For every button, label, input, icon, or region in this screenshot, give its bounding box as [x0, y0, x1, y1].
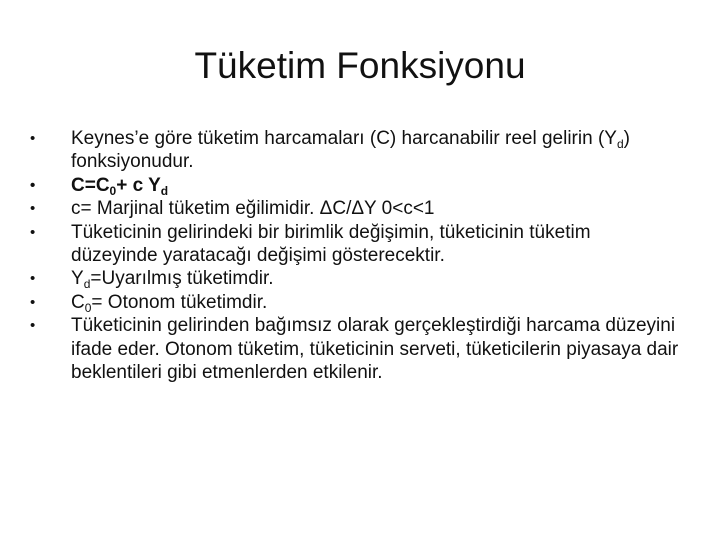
bullet-text: Tüketicinin gelirinden bağımsız olarak gerçekleştirdiği harcama düzeyini ifade eder. Otonom tüketim, tüketicinin serveti, tüketicilerin piyasaya dair beklentileri gibi etmenlerden etkilenir. [71, 315, 679, 384]
bullet-marker: • [30, 293, 36, 311]
bullet-text: =Uyarılmış tüketimdir. [90, 268, 274, 290]
bullet-item [30, 197, 680, 220]
bullet-marker: • [30, 317, 36, 335]
bullet-item-formula [30, 174, 680, 197]
bullet-item [30, 314, 680, 384]
bullet-text: c= Marjinal tüketim eğilimidir. ΔC/ΔY 0<c<1 [71, 198, 435, 220]
bullet-marker: • [30, 200, 36, 218]
bullet-text: Keynes’e göre tüketim harcamaları (C) harcanabilir reel gelirin (Y [71, 128, 617, 149]
bullet-text: = Otonom tüketimdir. [91, 291, 268, 313]
subscript: d [83, 277, 91, 292]
slide-title: Tüketim Fonksiyonu [194, 45, 526, 86]
formula-text: C=C [71, 174, 110, 196]
bullet-list [30, 127, 680, 384]
subscript: d [616, 137, 624, 151]
bullet-text: Y [71, 268, 84, 290]
bullet-marker: • [30, 176, 36, 194]
bullet-item [30, 221, 680, 268]
subscript: 0 [109, 183, 117, 198]
bullet-item [30, 291, 680, 314]
bullet-text: ) fonksiyonudur. [71, 128, 630, 173]
bullet-marker: • [30, 130, 36, 147]
formula-text: + c Y [116, 174, 161, 196]
bullet-marker: • [30, 223, 36, 241]
subscript: 0 [84, 300, 92, 315]
bullet-item [30, 127, 680, 174]
subscript: d [160, 183, 169, 198]
bullet-text: Tüketicinin gelirindeki bir birimlik değişimin, tüketicinin tüketim düzeyinde yaratacağı değişimi gösterecektir. [71, 221, 591, 267]
bullet-text: C [71, 291, 85, 313]
bullet-marker: • [30, 270, 36, 288]
bullet-item [30, 267, 680, 290]
